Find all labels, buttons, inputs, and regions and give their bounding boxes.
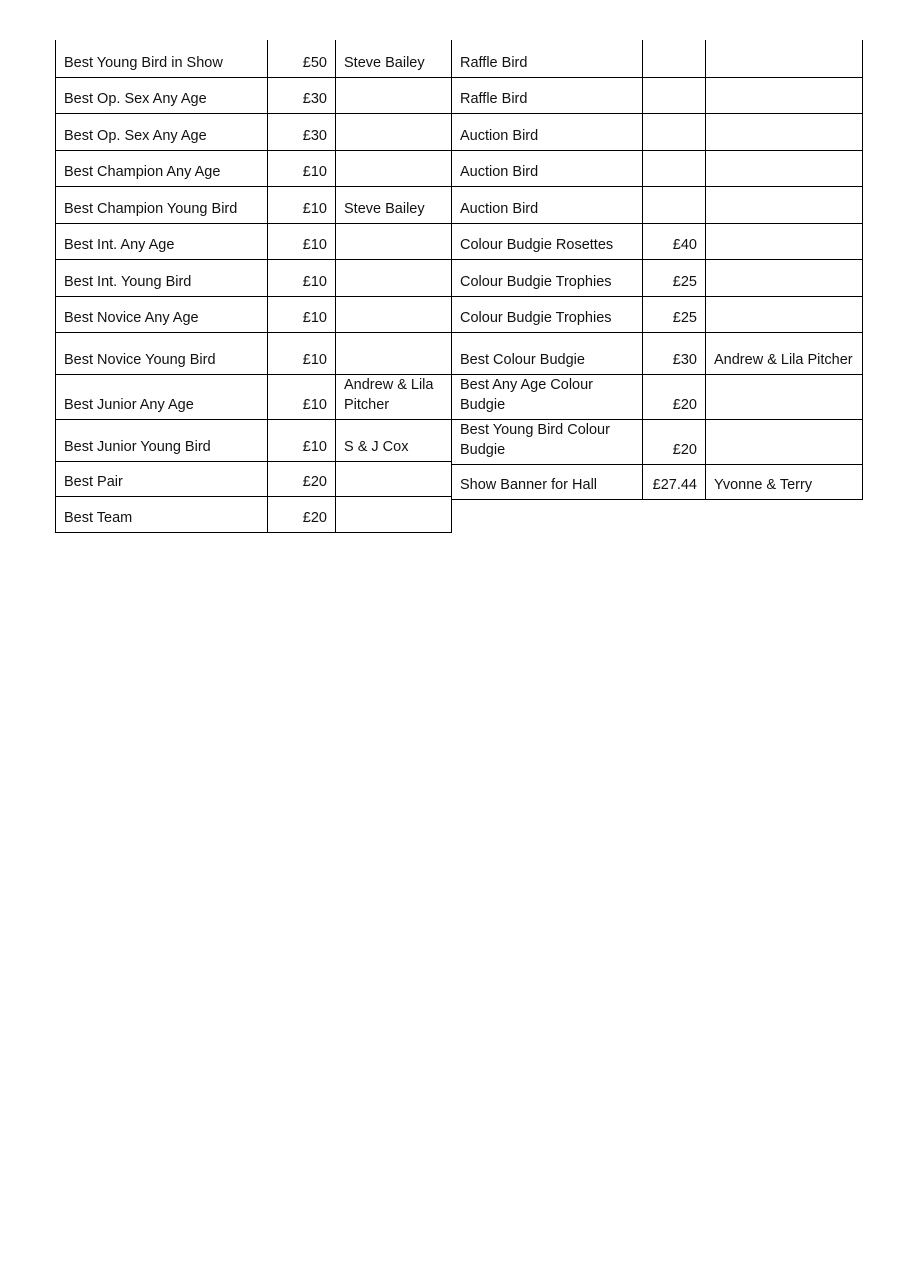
award-name: Best Junior Young Bird [56, 419, 268, 461]
table-row [56, 296, 452, 332]
award-name: Auction Bird [452, 113, 643, 150]
award-sponsor [336, 496, 452, 532]
award-amount: £20 [268, 461, 336, 496]
award-sponsor: Steve Bailey [336, 186, 452, 223]
award-name: Best Int. Young Bird [56, 259, 268, 296]
award-amount: £30 [268, 113, 336, 150]
award-amount [643, 40, 706, 77]
award-amount: £30 [643, 332, 706, 374]
award-amount: £25 [643, 259, 706, 296]
award-sponsor [336, 223, 452, 259]
table-row [452, 113, 863, 150]
award-amount [643, 77, 706, 113]
award-sponsor [706, 296, 863, 332]
award-name: Auction Bird [452, 186, 643, 223]
award-sponsor [336, 461, 452, 496]
award-name: Best Young Bird Colour Budgie [452, 419, 643, 464]
award-name: Best Int. Any Age [56, 223, 268, 259]
award-name: Best Novice Any Age [56, 296, 268, 332]
award-sponsor [706, 259, 863, 296]
table-row [452, 150, 863, 186]
award-amount: £10 [268, 419, 336, 461]
award-sponsor [706, 419, 863, 464]
award-sponsor [336, 332, 452, 374]
award-amount: £20 [643, 419, 706, 464]
table-row [56, 259, 452, 296]
award-name: Best Young Bird in Show [56, 40, 268, 77]
award-name: Raffle Bird [452, 40, 643, 77]
table-row [56, 496, 452, 532]
table-row [56, 461, 452, 496]
table-row [452, 296, 863, 332]
table-row [452, 186, 863, 223]
award-sponsor [336, 296, 452, 332]
award-amount: £20 [643, 374, 706, 419]
award-amount: £10 [268, 186, 336, 223]
award-name: Best Novice Young Bird [56, 332, 268, 374]
award-sponsor [706, 150, 863, 186]
table-row [56, 150, 452, 186]
table-row [452, 332, 863, 374]
award-name: Best Op. Sex Any Age [56, 77, 268, 113]
award-sponsor: Andrew & Lila Pitcher [336, 374, 452, 419]
award-amount: £50 [268, 40, 336, 77]
award-sponsor [336, 259, 452, 296]
award-sponsor [706, 77, 863, 113]
table-row [452, 223, 863, 259]
award-sponsor [706, 40, 863, 77]
award-sponsor [336, 150, 452, 186]
award-sponsor [336, 113, 452, 150]
award-sponsor [706, 186, 863, 223]
award-sponsor [336, 77, 452, 113]
award-name: Show Banner for Hall [452, 464, 643, 499]
award-name: Auction Bird [452, 150, 643, 186]
award-amount [643, 113, 706, 150]
award-amount [643, 150, 706, 186]
table-row [452, 374, 863, 419]
award-sponsor [706, 223, 863, 259]
table-row [56, 77, 452, 113]
award-amount: £40 [643, 223, 706, 259]
award-amount: £10 [268, 150, 336, 186]
awards-table-right [451, 40, 863, 500]
award-sponsor: Steve Bailey [336, 40, 452, 77]
award-sponsor [706, 113, 863, 150]
award-name: Best Pair [56, 461, 268, 496]
table-row [56, 374, 452, 419]
award-name: Best Junior Any Age [56, 374, 268, 419]
table-row [56, 419, 452, 461]
award-amount: £20 [268, 496, 336, 532]
award-amount: £10 [268, 374, 336, 419]
table-row [452, 40, 863, 77]
award-name: Best Colour Budgie [452, 332, 643, 374]
awards-table-left [55, 40, 452, 533]
award-amount: £30 [268, 77, 336, 113]
award-name: Colour Budgie Trophies [452, 259, 643, 296]
award-sponsor: Yvonne & Terry [706, 464, 863, 499]
award-amount: £10 [268, 223, 336, 259]
award-sponsor [706, 374, 863, 419]
award-amount: £27.44 [643, 464, 706, 499]
award-name: Best Champion Any Age [56, 150, 268, 186]
award-amount: £10 [268, 332, 336, 374]
award-name: Colour Budgie Rosettes [452, 223, 643, 259]
table-row [56, 40, 452, 77]
award-name: Best Team [56, 496, 268, 532]
table-row [452, 259, 863, 296]
table-row [56, 332, 452, 374]
award-name: Best Op. Sex Any Age [56, 113, 268, 150]
table-row [452, 77, 863, 113]
award-sponsor: Andrew & Lila Pitcher [706, 332, 863, 374]
award-amount: £25 [643, 296, 706, 332]
table-row [452, 464, 863, 499]
award-amount [643, 186, 706, 223]
award-name: Best Any Age Colour Budgie [452, 374, 643, 419]
table-row [56, 186, 452, 223]
award-amount: £10 [268, 296, 336, 332]
award-amount: £10 [268, 259, 336, 296]
award-name: Best Champion Young Bird [56, 186, 268, 223]
award-sponsor: S & J Cox [336, 419, 452, 461]
award-name: Raffle Bird [452, 77, 643, 113]
table-row [56, 223, 452, 259]
table-row [452, 419, 863, 464]
table-row [56, 113, 452, 150]
award-name: Colour Budgie Trophies [452, 296, 643, 332]
